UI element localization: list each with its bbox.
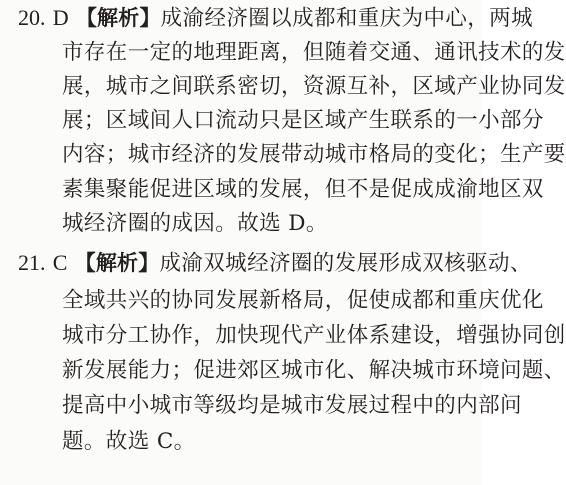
answer-21-text-line: 成渝双城经济圈的发展形成双核驱动、 [159, 251, 532, 276]
answer-21-text-line: 全域共兴的协同发展新格局，促使成都和重庆优化 [62, 288, 544, 313]
answer-20-text-line: 素集聚能促进区域的发展，但不是促成成渝地区双 [62, 177, 544, 202]
answer-21-text-line: 题。故选 C。 [62, 429, 196, 454]
answer-20-analysis-label: 【解析】 [75, 6, 161, 30]
answer-20-number: 20. [18, 5, 46, 30]
answer-21-choice: C [52, 250, 68, 275]
answer-21-text-line: 提高中小城市等级均是城市发展过程中的内部问 [62, 393, 522, 418]
answer-21-text-line: 新发展能力；促进郊区城市化、解决城市环境问题、 [62, 358, 566, 383]
answer-20-text-line: 展，城市之间联系密切，资源互补，区域产业协同发 [62, 74, 566, 99]
answer-20-text-line: 内容；城市经济的发展带动城市格局的变化；生产要 [62, 142, 566, 167]
answer-20-choice: D [52, 5, 69, 30]
answer-21-first-line [18, 248, 532, 279]
answer-20-text-line: 展；区域间人口流动只是区域产生联系的一小部分 [62, 108, 544, 133]
answer-21-text-line: 城市分工协作，加快现代产业体系建设，增强协同创 [62, 323, 566, 348]
answer-20-text-line: 市存在一定的地理距离，但随着交通、通讯技术的发 [62, 40, 566, 65]
answer-21-analysis-label: 【解析】 [74, 251, 160, 275]
answer-20-first-line [18, 3, 533, 34]
answer-20-text-line: 成渝经济圈以成都和重庆为中心，两城 [160, 6, 533, 31]
answer-21-number: 21. [18, 250, 46, 275]
answer-20-text-line: 城经济圈的成因。故选 D。 [62, 211, 328, 236]
